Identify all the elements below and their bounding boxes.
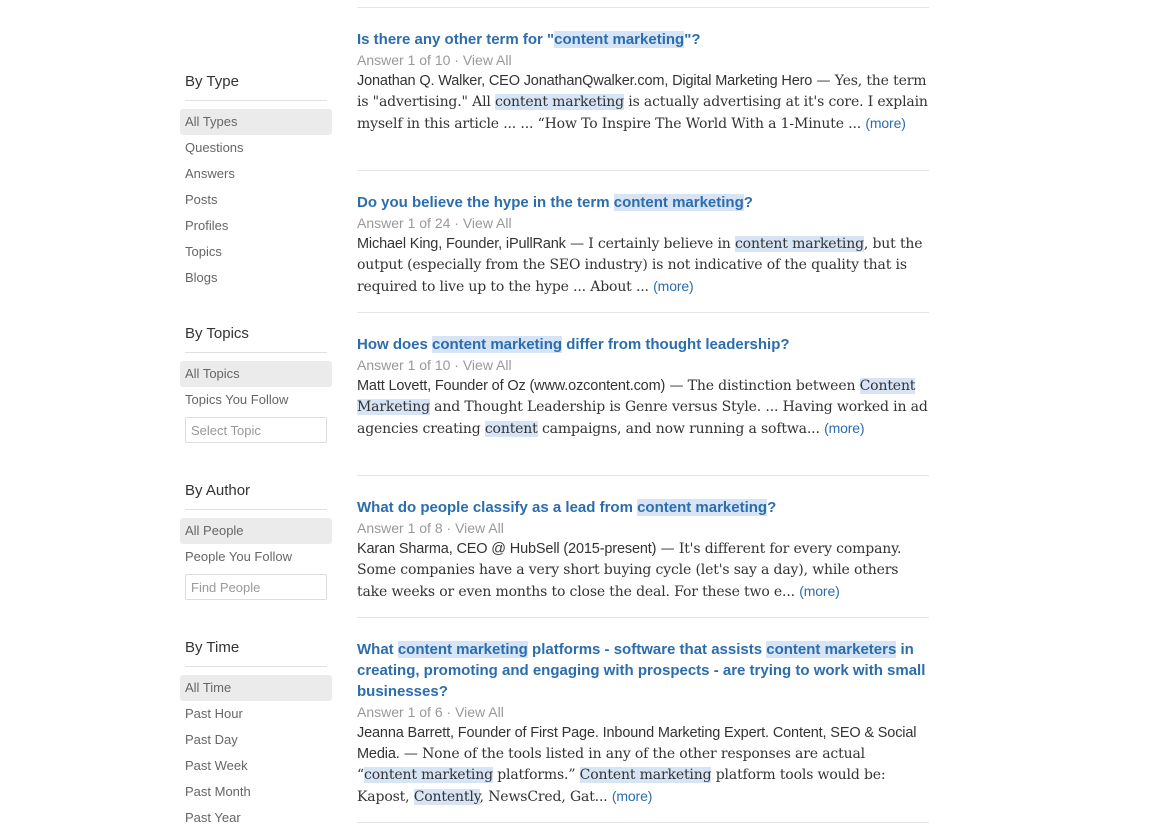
divider: [357, 312, 929, 313]
search-term-highlight: content marketing: [734, 236, 864, 252]
text-segment: What: [357, 641, 398, 658]
view-all-link[interactable]: View All: [462, 215, 512, 231]
answer-snippet: [357, 539, 929, 603]
text-segment: , but the output (especially from the SEO industry) is not indicative of the quality that is required to live up to the hype ... About ...: [357, 236, 923, 295]
text-segment: ?: [767, 499, 777, 516]
text-segment: in creating, promoting and engaging with prospects - are trying to work with small businesses?: [357, 641, 926, 700]
filter-option-past-hour[interactable]: Past Hour: [185, 706, 243, 721]
answer-meta: [357, 213, 929, 234]
search-result-item: [357, 639, 929, 808]
filter-group-topics: [180, 324, 332, 443]
filter-option-questions[interactable]: Questions: [185, 140, 244, 155]
search-term-highlight: content marketing: [554, 31, 685, 48]
question-title-link[interactable]: [357, 497, 929, 518]
filter-group-type: [180, 72, 332, 291]
answer-snippet: [357, 71, 929, 135]
text-segment: is actually advertising at it's core. I explain myself in this article ... ... “How To Inspire The World With a 1-Minute ...: [357, 94, 928, 132]
text-segment: and Thought Leadership is Genre versus Style. ... Having worked in ad agencies creating: [357, 399, 928, 437]
divider: [357, 822, 929, 823]
filter-group-title: By Author: [185, 482, 251, 499]
answer-meta: [357, 50, 929, 71]
text-segment: Do you believe the hype in the term: [357, 194, 614, 211]
text-segment: Yes, the term is "advertising." All: [357, 73, 927, 110]
answer-meta: [357, 702, 929, 723]
view-all-link[interactable]: View All: [462, 52, 512, 68]
search-result-item: [357, 497, 929, 603]
search-term-highlight: Content Marketing: [357, 378, 916, 415]
filter-option-past-month[interactable]: Past Month: [185, 784, 251, 799]
search-result-item: [357, 29, 929, 135]
answer-count: Answer 1 of 8: [357, 520, 443, 536]
view-all-link[interactable]: View All: [462, 357, 512, 373]
text-segment: "?: [684, 31, 701, 48]
search-term-highlight: Contently: [413, 789, 480, 805]
search-term-highlight: content marketers: [766, 641, 897, 658]
author-separator: —: [399, 746, 423, 762]
filter-option-all-time[interactable]: All Time: [180, 675, 332, 701]
more-link[interactable]: (more): [653, 278, 694, 294]
meta-separator: ·: [442, 704, 456, 720]
question-title-link[interactable]: [357, 334, 929, 355]
filter-option-past-year[interactable]: Past Year: [185, 810, 241, 825]
divider: [185, 666, 327, 667]
text-segment: It's different for every company. Some companies have a very short buying cycle (let's say a day), while others take weeks or even months to close the deal. For these two e...: [357, 541, 902, 600]
divider: [357, 7, 929, 8]
filter-option-profiles[interactable]: Profiles: [185, 218, 229, 233]
answer-author: Jeanna Barrett, Founder of First Page. Inbound Marketing Expert. Content, SEO & Social Media.: [357, 725, 917, 762]
search-term-highlight: content marketing: [397, 641, 528, 658]
question-title-link[interactable]: [357, 639, 929, 702]
text-segment: campaigns, and now running a softwa...: [537, 421, 820, 437]
search-term-highlight: content marketing: [432, 336, 563, 353]
find-people-input[interactable]: [185, 574, 327, 600]
filter-option-all-people[interactable]: All People: [180, 518, 332, 544]
answer-count: Answer 1 of 10: [357, 52, 451, 68]
search-term-highlight: content marketing: [637, 499, 768, 516]
filter-group-title: By Topics: [185, 325, 249, 342]
text-segment: platform tools would be: Kapost,: [357, 767, 886, 805]
answer-count: Answer 1 of 10: [357, 357, 451, 373]
author-separator: —: [565, 236, 589, 252]
filter-option-posts[interactable]: Posts: [185, 192, 218, 207]
author-separator: —: [656, 541, 679, 557]
meta-separator: ·: [450, 357, 463, 373]
more-link[interactable]: (more): [865, 115, 906, 131]
filter-option-topics-you-follow[interactable]: Topics You Follow: [185, 392, 289, 407]
text-segment: Is there any other term for ": [357, 31, 555, 48]
author-separator: —: [665, 378, 688, 394]
filter-group-author: [180, 481, 332, 600]
filter-option-all-types[interactable]: All Types: [180, 109, 332, 135]
divider: [185, 352, 327, 353]
question-title-link[interactable]: [357, 192, 929, 213]
search-term-highlight: content marketing: [364, 767, 493, 783]
answer-author: Michael King, Founder, iPullRank: [357, 236, 566, 252]
text-segment: platforms - software that assists: [527, 641, 767, 658]
divider: [357, 170, 929, 171]
filter-option-blogs[interactable]: Blogs: [185, 270, 218, 285]
more-link[interactable]: (more): [799, 583, 840, 599]
filter-option-answers[interactable]: Answers: [185, 166, 235, 181]
text-segment: How does: [357, 336, 433, 353]
meta-separator: ·: [450, 52, 463, 68]
divider: [185, 100, 327, 101]
text-segment: I certainly believe in: [588, 236, 735, 252]
meta-separator: ·: [450, 215, 463, 231]
more-link[interactable]: (more): [824, 420, 865, 436]
filter-option-all-topics[interactable]: All Topics: [180, 361, 332, 387]
text-segment: The distinction between: [687, 378, 860, 394]
filter-option-topics[interactable]: Topics: [185, 244, 222, 259]
filter-group-title: By Time: [185, 639, 240, 656]
answer-author: Jonathan Q. Walker, CEO JonathanQwalker.com, Digital Marketing Hero: [357, 73, 813, 89]
view-all-link[interactable]: View All: [455, 520, 504, 536]
author-separator: —: [812, 73, 835, 89]
search-term-highlight: content marketing: [495, 94, 624, 110]
meta-separator: ·: [442, 520, 456, 536]
filter-group-time: [180, 638, 332, 831]
text-segment: ?: [743, 194, 753, 211]
answer-snippet: [357, 234, 929, 298]
answer-count: Answer 1 of 24: [357, 215, 451, 231]
view-all-link[interactable]: View All: [455, 704, 504, 720]
filter-group-title: By Type: [185, 73, 239, 90]
search-term-highlight: Content marketing: [579, 767, 712, 783]
search-result-item: [357, 192, 929, 298]
answer-meta: [357, 518, 929, 539]
answer-snippet: [357, 723, 929, 808]
text-segment: differ from thought leadership?: [562, 336, 790, 353]
more-link[interactable]: (more): [611, 788, 653, 804]
answer-count: Answer 1 of 6: [357, 704, 443, 720]
search-term-highlight: content marketing: [613, 194, 744, 211]
text-segment: What do people classify as a lead from: [357, 499, 638, 516]
text-segment: , NewsCred, Gat...: [479, 789, 608, 805]
text-segment: platforms.”: [492, 767, 580, 783]
answer-snippet: [357, 376, 929, 440]
search-term-highlight: content: [484, 421, 538, 437]
filter-option-people-you-follow[interactable]: People You Follow: [185, 549, 292, 564]
answer-author: Karan Sharma, CEO @ HubSell (2015-present): [357, 541, 657, 557]
divider: [185, 509, 327, 510]
select-topic-input[interactable]: [185, 417, 327, 443]
filter-option-past-day[interactable]: Past Day: [185, 732, 238, 747]
text-segment: None of the tools listed in any of the other responses are actual “: [357, 746, 865, 783]
question-title-link[interactable]: [357, 29, 929, 50]
answer-meta: [357, 355, 929, 376]
divider: [357, 617, 929, 618]
answer-author: Matt Lovett, Founder of Oz (www.ozcontent.com): [357, 378, 666, 394]
search-result-item: [357, 334, 929, 440]
divider: [357, 475, 929, 476]
filter-option-past-week[interactable]: Past Week: [185, 758, 248, 773]
